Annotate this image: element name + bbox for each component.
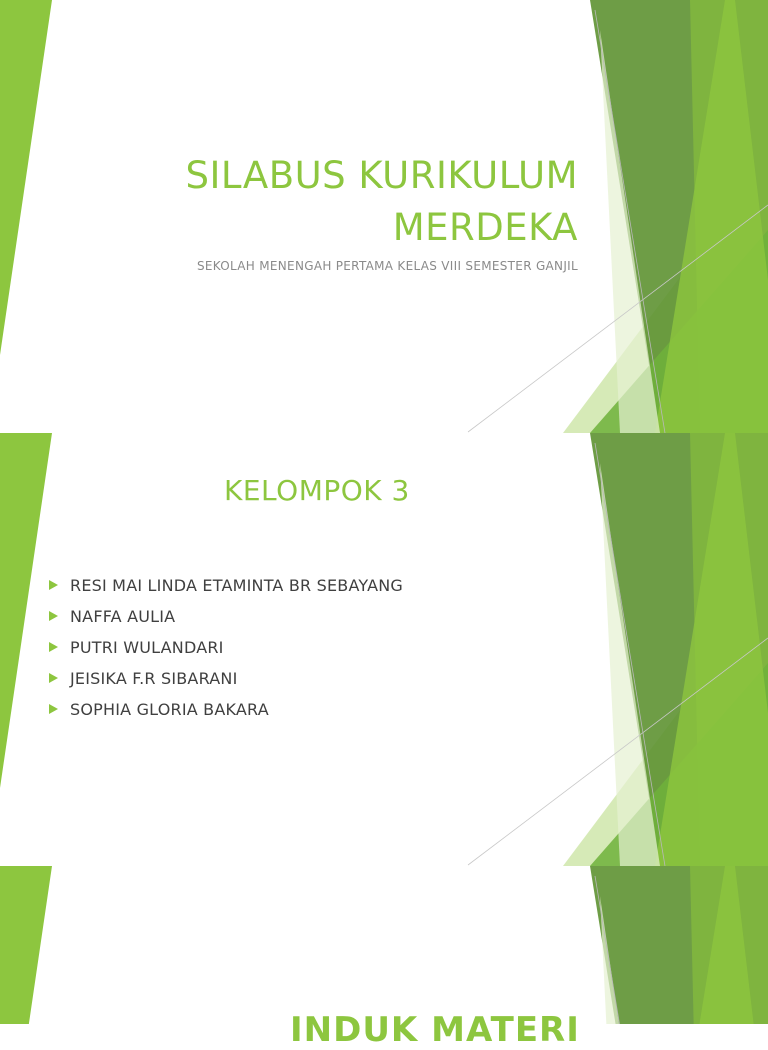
triangle-bullet-icon <box>49 611 58 621</box>
slide-3-title: INDUK MATERI <box>290 1010 580 1050</box>
slide-1 <box>0 0 768 433</box>
member-name: NAFFA AULIA <box>70 607 176 626</box>
title-line-1: SILABUS KURIKULUM <box>185 154 578 197</box>
slide-title <box>186 150 578 254</box>
triangle-bullet-icon <box>49 673 58 683</box>
title-line-2: MERDEKA <box>392 206 578 249</box>
left-green-sliver <box>0 866 52 1024</box>
group-title: KELOMPOK 3 <box>224 474 410 507</box>
member-name: RESI MAI LINDA ETAMINTA BR SEBAYANG <box>70 576 404 595</box>
list-item <box>49 694 403 725</box>
left-green-sliver <box>0 433 52 788</box>
list-item <box>49 632 403 663</box>
triangle-bullet-icon <box>49 642 58 652</box>
left-green-sliver <box>0 0 52 355</box>
member-name: JEISIKA F.R SIBARANI <box>70 669 238 688</box>
member-list <box>49 570 403 725</box>
slide-3 <box>0 866 768 1024</box>
list-item <box>49 663 403 694</box>
member-name: PUTRI WULANDARI <box>70 638 224 657</box>
slide-subtitle: SEKOLAH MENENGAH PERTAMA KELAS VIII SEMESTER GANJIL <box>196 259 578 273</box>
triangle-bullet-icon <box>49 580 58 590</box>
slide-decoration <box>0 866 768 1024</box>
list-item <box>49 570 403 601</box>
list-item <box>49 601 403 632</box>
triangle-bullet-icon <box>49 704 58 714</box>
member-name: SOPHIA GLORIA BAKARA <box>70 700 269 719</box>
